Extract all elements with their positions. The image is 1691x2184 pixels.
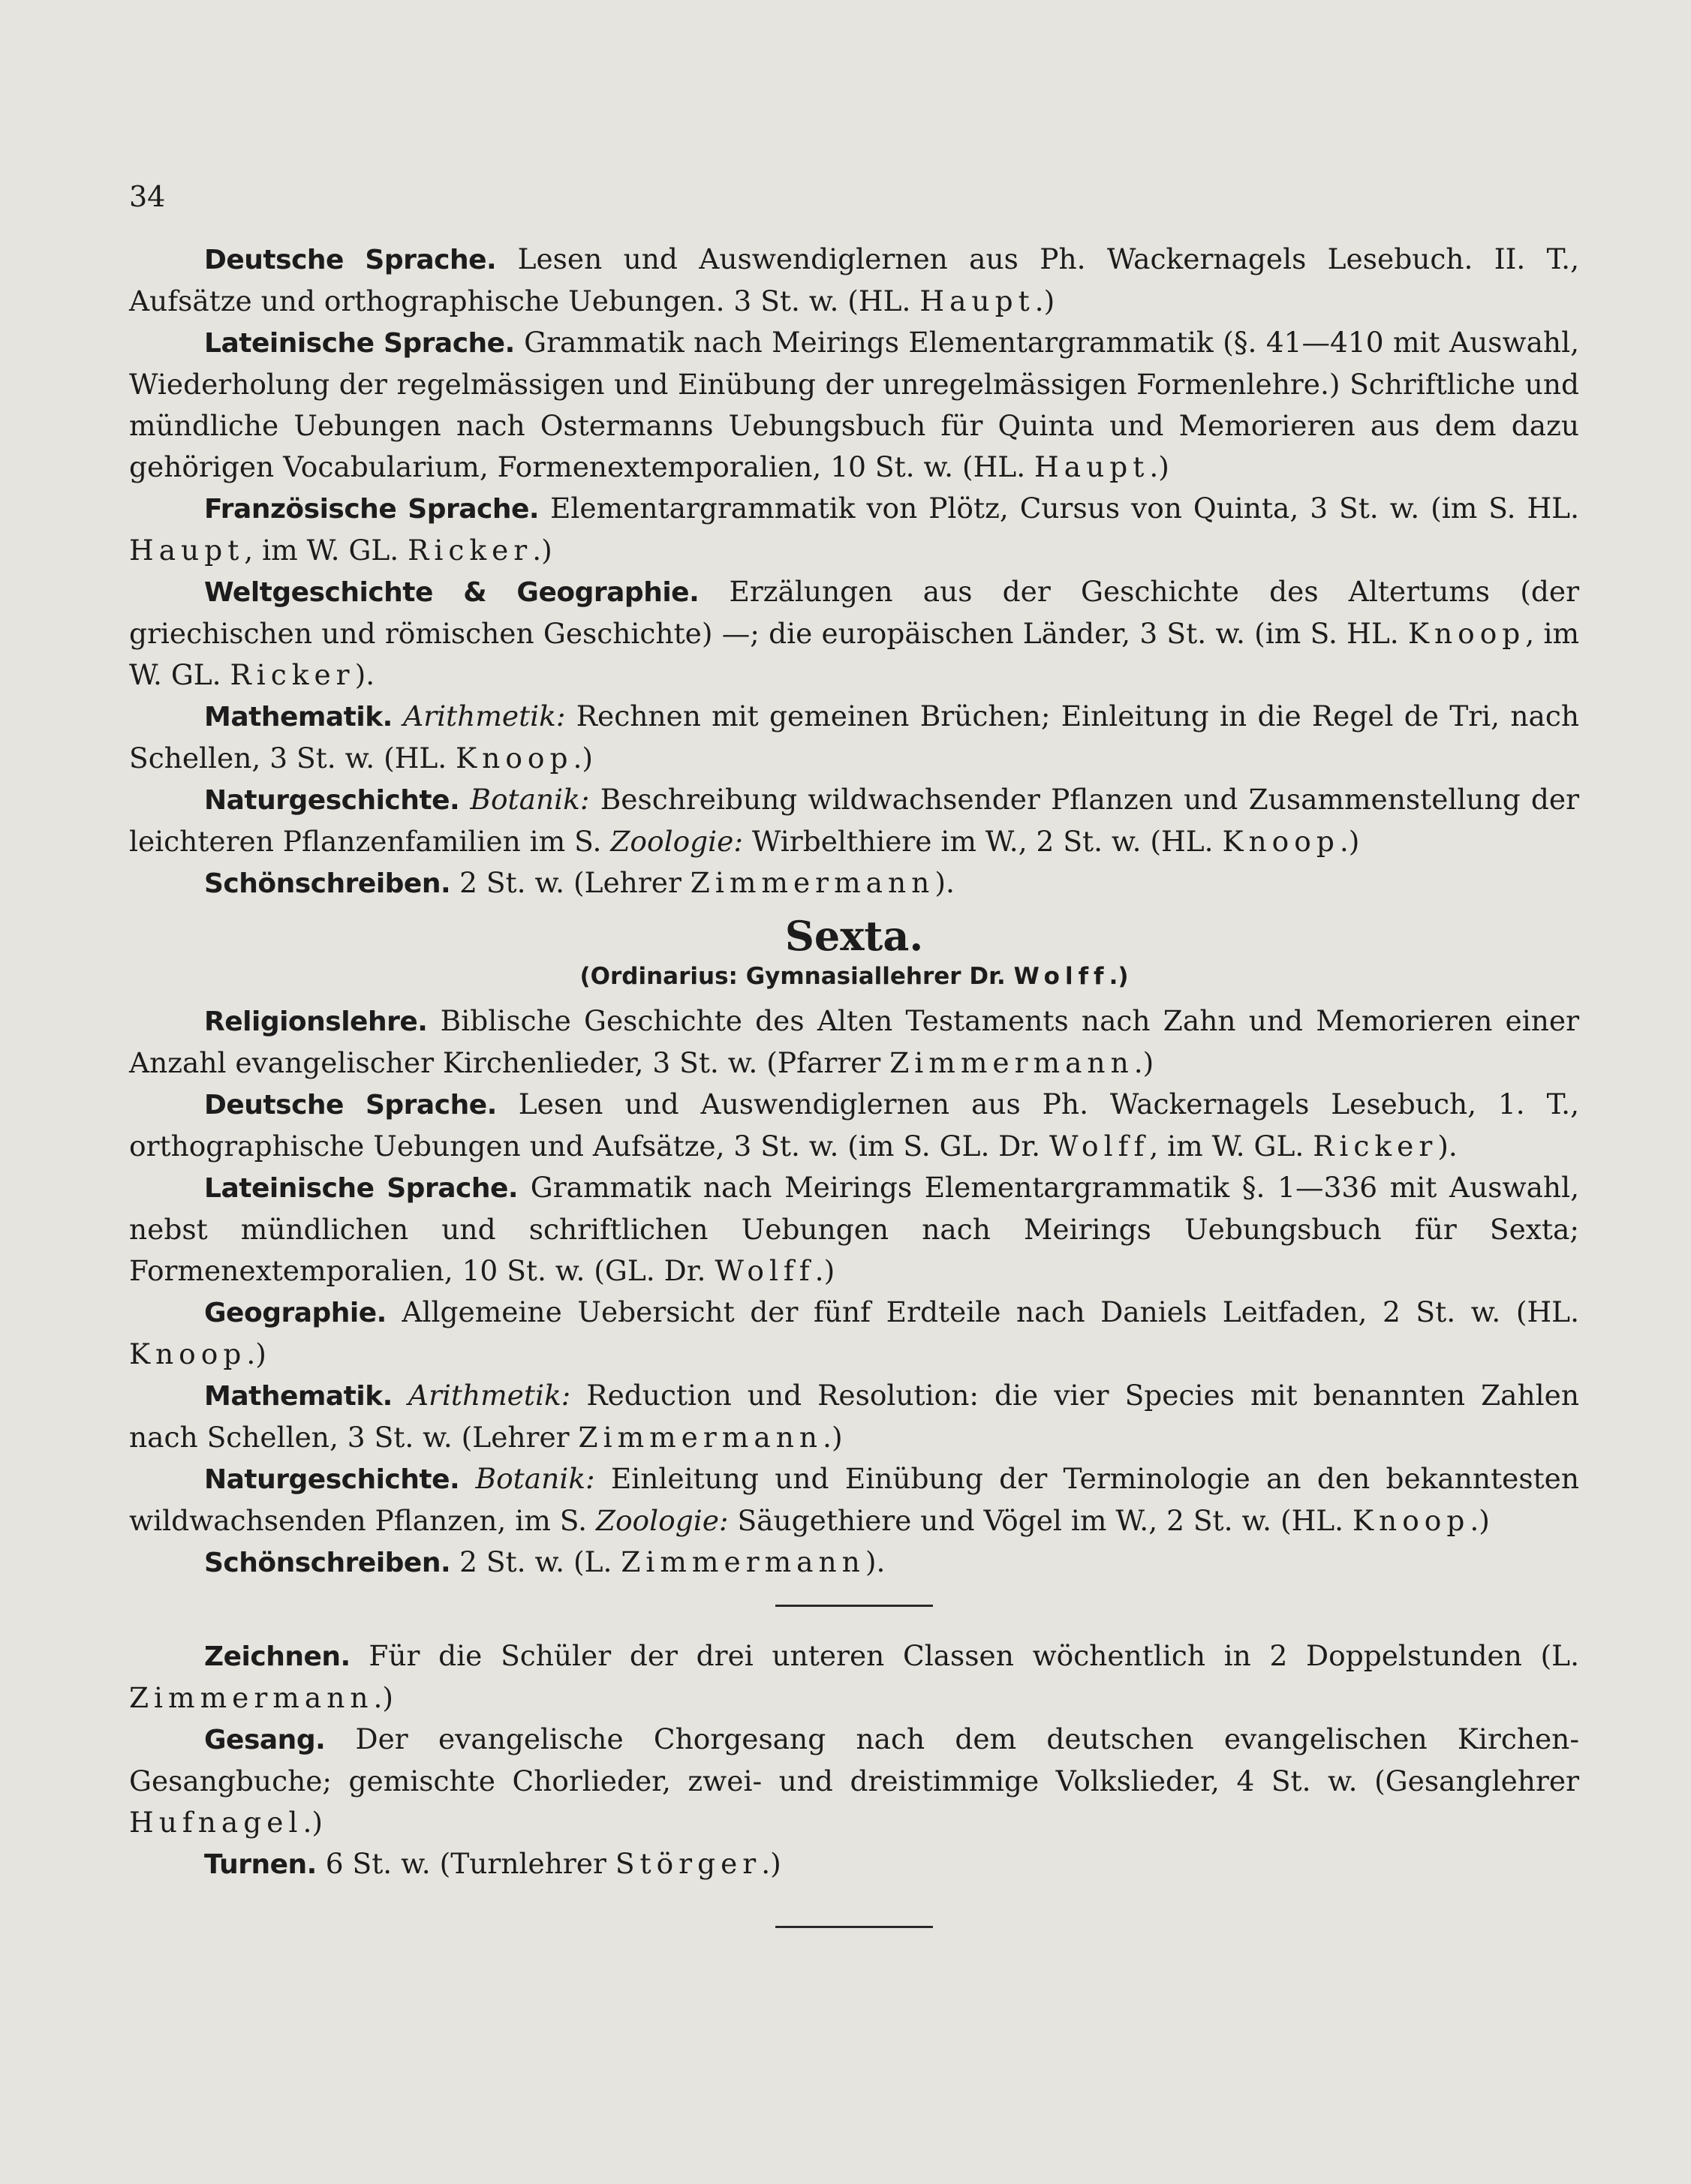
entry-sexta-latein: Lateinische Sprache. Grammatik nach Meirings Elementargrammatik §. 1—336 mit Auswahl, nebst mündlichen und schriftlichen Uebungen nach Meirings Uebungsbuch für Sexta; Formenextemporalien, 10 St. w. (GL. Dr. Wolff.) (129, 1171, 1579, 1287)
teacher-name: Zimmermann (578, 1421, 823, 1454)
entry-label: Schönschreiben. (204, 1548, 451, 1578)
entry-label: Turnen. (204, 1849, 317, 1880)
section-divider (775, 1605, 933, 1607)
teacher-name: Haupt (1034, 450, 1150, 483)
subject-italic: Botanik: (470, 783, 590, 816)
entry-label: Gesang. (204, 1725, 326, 1755)
entry-gesang: Gesang. Der evangelische Chorgesang nach dem deutschen evangelischen Kirchen-Gesangbuche; gemischte Chorlieder, zwei- und dreistimmige Volkslieder, 4 St. w. (Gesanglehrer Hufnagel.) (129, 1722, 1579, 1839)
entry-label: Naturgeschichte. (204, 785, 460, 816)
teacher-name: Wolff (715, 1254, 815, 1287)
teacher-name: Wolff (1049, 1130, 1150, 1163)
teacher-name: Knoop (1407, 617, 1526, 650)
teacher-name: Knoop (1352, 1504, 1470, 1537)
teacher-name: Zimmermann (889, 1046, 1134, 1079)
entry-sexta-mathematik: Mathematik. Arithmetik: Reduction und Resolution: die vier Species mit benannten Zahlen nach Schellen, 3 St. w. (Lehrer Zimmermann.) (129, 1379, 1580, 1454)
section-subtitle-sexta: (Ordinarius: Gymnasiallehrer Dr. Wolff.) (579, 963, 1129, 990)
entry-zeichnen: Zeichnen. Für die Schüler der drei unteren Classen wöchentlich in 2 Doppelstunden (L. Zimmermann.) (129, 1639, 1579, 1714)
teacher-name: Zimmermann (129, 1681, 374, 1714)
entry-quinta-deutsch: Deutsche Sprache. Lesen und Auswendiglernen aus Ph. Wackernagels Lesebuch. II. T., Aufsätze und orthographische Uebungen. 3 St. w. (HL. Haupt.) (129, 242, 1579, 317)
teacher-name: Wolff (1013, 963, 1109, 990)
entry-quinta-schoenschreiben: Schönschreiben. 2 St. w. (Lehrer Zimmermann). (204, 866, 955, 899)
entry-label: Mathematik. (204, 1381, 393, 1412)
teacher-name: Knoop (456, 742, 573, 775)
entry-sexta-deutsch: Deutsche Sprache. Lesen und Auswendiglernen aus Ph. Wackernagels Lesebuch, 1. T., orthographische Uebungen und Aufsätze, 3 St. w. (im S. GL. Dr. Wolff, im W. GL. Ricker). (129, 1087, 1579, 1163)
entry-sexta-geographie: Geographie. Allgemeine Uebersicht der fünf Erdteile nach Daniels Leitfaden, 2 St. w. (HL. Knoop.) (129, 1295, 1579, 1370)
page-number: 34 (129, 180, 166, 213)
teacher-name: Zimmermann (690, 866, 935, 899)
entry-sexta-schoenschreiben: Schönschreiben. 2 St. w. (L. Zimmermann). (204, 1545, 886, 1578)
entry-label: Lateinische Sprache. (204, 328, 515, 359)
entry-label: Französische Sprache. (204, 494, 540, 525)
entry-quinta-latein: Lateinische Sprache. Grammatik nach Meirings Elementargrammatik (§. 41—410 mit Auswahl, Wiederholung der regelmässigen und Einübung der unregelmässigen Formenlehre.) Schriftliche und mündliche Uebungen nach Ostermanns Uebungsbuch für Quinta und Memorieren aus dem dazu gehörigen Vocabularium, Formenextemporalien, 10 St. w. (HL. Haupt.) (129, 326, 1579, 483)
entry-turnen: Turnen. 6 St. w. (Turnlehrer Störger.) (204, 1847, 781, 1880)
teacher-name: Störger (615, 1847, 762, 1880)
teacher-name: Knoop (129, 1337, 247, 1370)
entry-label: Deutsche Sprache. (204, 245, 497, 275)
body-text (129, 239, 1579, 1957)
teacher-name: Hufnagel (129, 1806, 303, 1839)
entry-label: Zeichnen. (204, 1641, 351, 1672)
teacher-name: Ricker (230, 658, 355, 691)
entry-quinta-naturgeschichte: Naturgeschichte. Botanik: Beschreibung wildwachsender Pflanzen und Zusammenstellung der leichteren Pflanzenfamilien im S. Zoologie: Wirbelthiere im W., 2 St. w. (HL. Knoop.) (129, 783, 1580, 858)
entry-label: Religionslehre. (204, 1006, 428, 1037)
entry-label: Geographie. (204, 1298, 387, 1328)
entry-sexta-naturgeschichte: Naturgeschichte. Botanik: Einleitung und Einübung der Terminologie an den bekanntesten wildwachsenden Pflanzen, im S. Zoologie: Säugethiere und Vögel im W., 2 St. w. (HL. Knoop.) (129, 1462, 1580, 1537)
subject-italic: Botanik: (475, 1462, 595, 1495)
entry-label: Schönschreiben. (204, 868, 451, 899)
teacher-name: Zimmermann (621, 1545, 865, 1578)
entry-quinta-weltgeschichte: Weltgeschichte & Geographie. Erzälungen aus der Geschichte des Altertums (der griechischen und römischen Geschichte) —; die europäischen Länder, 3 St. w. (im S. HL. Knoop, im W. GL. Ricker). (129, 575, 1580, 691)
subject-italic: Arithmetik: (403, 699, 566, 733)
entry-label: Mathematik. (204, 702, 393, 733)
entry-sexta-religion: Religionslehre. Biblische Geschichte des Alten Testaments nach Zahn und Memorieren einer Anzahl evangelischer Kirchenlieder, 3 St. w. (Pfarrer Zimmermann.) (129, 1004, 1580, 1079)
teacher-name: Knoop (1222, 825, 1340, 858)
entry-label: Lateinische Sprache. (204, 1173, 519, 1204)
entry-label: Weltgeschichte & Geographie. (204, 577, 700, 608)
teacher-name: Haupt (919, 284, 1035, 317)
entry-label: Naturgeschichte. (204, 1464, 460, 1495)
subject-italic: Zoologie: (595, 1504, 729, 1537)
entry-quinta-franzoesisch: Französische Sprache. Elementargrammatik von Plötz, Cursus von Quinta, 3 St. w. (im S. HL. Haupt, im W. GL. Ricker.) (129, 492, 1579, 567)
teacher-name: Ricker (408, 534, 533, 567)
entry-quinta-mathematik: Mathematik. Arithmetik: Rechnen mit gemeinen Brüchen; Einleitung in die Regel de Tri, nach Schellen, 3 St. w. (HL. Knoop.) (129, 699, 1580, 775)
section-divider (775, 1926, 933, 1928)
teacher-name: Ricker (1313, 1130, 1438, 1163)
entry-label: Deutsche Sprache. (204, 1090, 497, 1121)
subject-italic: Zoologie: (610, 825, 743, 858)
teacher-name: Haupt (129, 534, 245, 567)
subject-italic: Arithmetik: (408, 1379, 571, 1412)
section-title-sexta: Sexta. (784, 912, 924, 960)
